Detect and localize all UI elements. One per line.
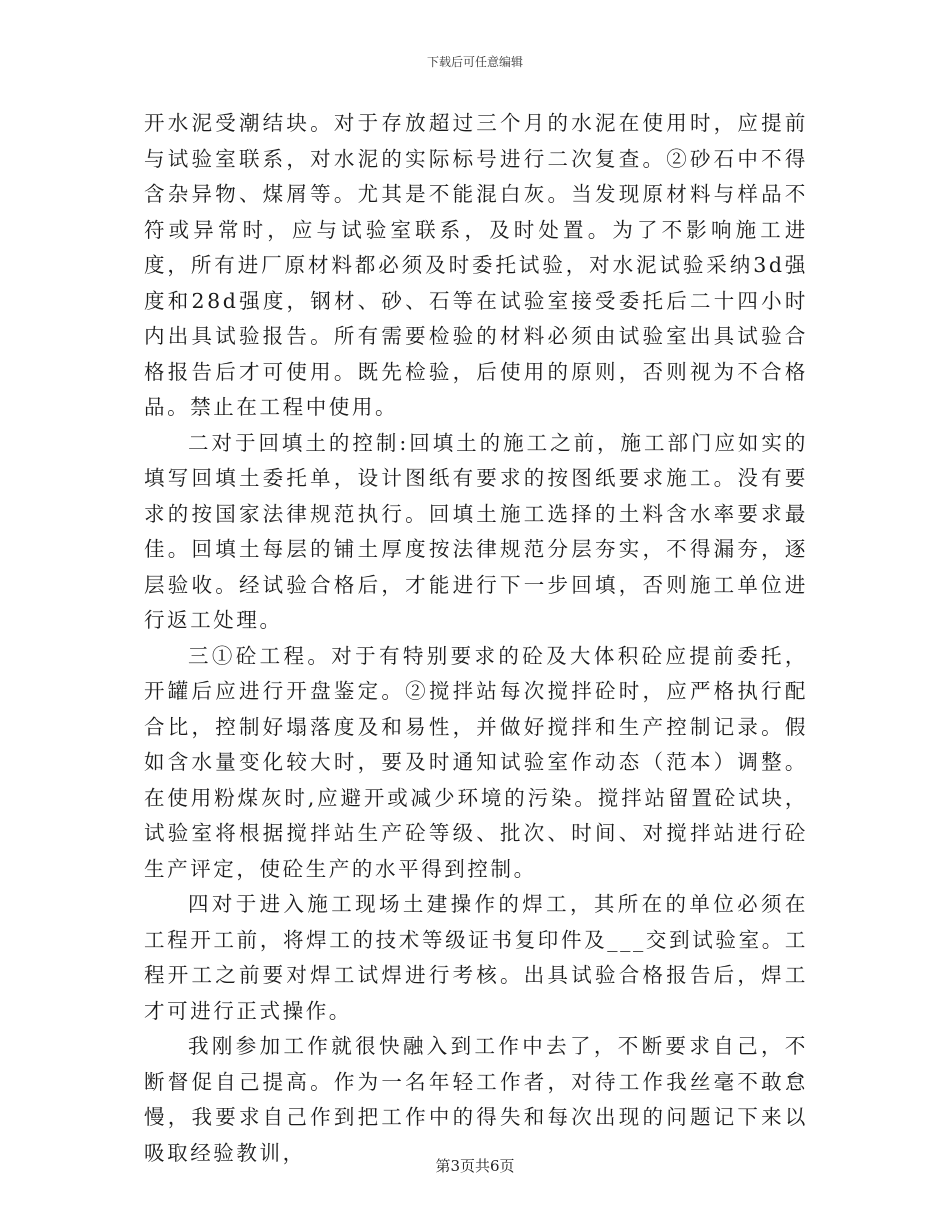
page-number-footer: 第3页共6页 bbox=[435, 1157, 515, 1175]
paragraph-concrete-works: 三①砼工程。对于有特别要求的砼及大体积砼应提前委托，开罐后应进行开盘鉴定。②搅拌站每次搅拌砼时，应严格执行配合比，控制好塌落度及和易性，并做好搅拌和生产控制记录。假如含水量变化较大时，要及时通知试验室作动态（范本）调整。在使用粉煤灰时,应避开或减少环境的污染。搅拌站留置砼试块，试验室将根据搅拌站生产砼等级、批次、时间、对搅拌站进行砼生产评定，使砼生产的水平得到控制。 bbox=[144, 643, 808, 881]
paragraph-cement-aggregate: 开水泥受潮结块。对于存放超过三个月的水泥在使用时，应提前与试验室联系，对水泥的实际标号进行二次复查。②砂石中不得含杂异物、煤屑等。尤其是不能混白灰。当发现原材料与样品不符或异常时，应与试验室联系，及时处置。为了不影响施工进度，所有进厂原材料都必须及时委托试验，对水泥试验采纳3d强度和28d强度，钢材、砂、石等在试验室接受委托后二十四小时内出具试验报告。所有需要检验的材料必须由试验室出具试验合格报告后才可使用。既先检验，后使用的原则，否则视为不合格品。禁止在工程中使用。 bbox=[144, 111, 808, 419]
paragraph-personal-work: 我刚参加工作就很快融入到工作中去了，不断要求自己，不断督促自己提高。作为一名年轻工作者，对待工作我丝毫不敢怠慢，我要求自己作到把工作中的得失和每次出现的问题记下来以吸取经验教训， bbox=[144, 1034, 808, 1165]
document-body bbox=[144, 106, 808, 1171]
paragraph-welders: 四对于进入施工现场土建操作的焊工，其所在的单位必须在工程开工前，将焊工的技术等级证书复印件及___交到试验室。工程开工之前要对焊工试焊进行考核。出具试验合格报告后，焊工才可进行正式操作。 bbox=[144, 892, 808, 1023]
paragraph-backfill-soil: 二对于回填土的控制:回填土的施工之前，施工部门应如实的填写回填土委托单，设计图纸有要求的按图纸要求施工。没有要求的按国家法律规范执行。回填土施工选择的土料含水率要求最佳。回填土每层的铺土厚度按法律规范分层夯实，不得漏夯，逐层验收。经试验合格后，才能进行下一步回填，否则施工单位进行返工处理。 bbox=[144, 430, 808, 632]
page-header: 下载后可任意编辑 bbox=[426, 55, 523, 69]
